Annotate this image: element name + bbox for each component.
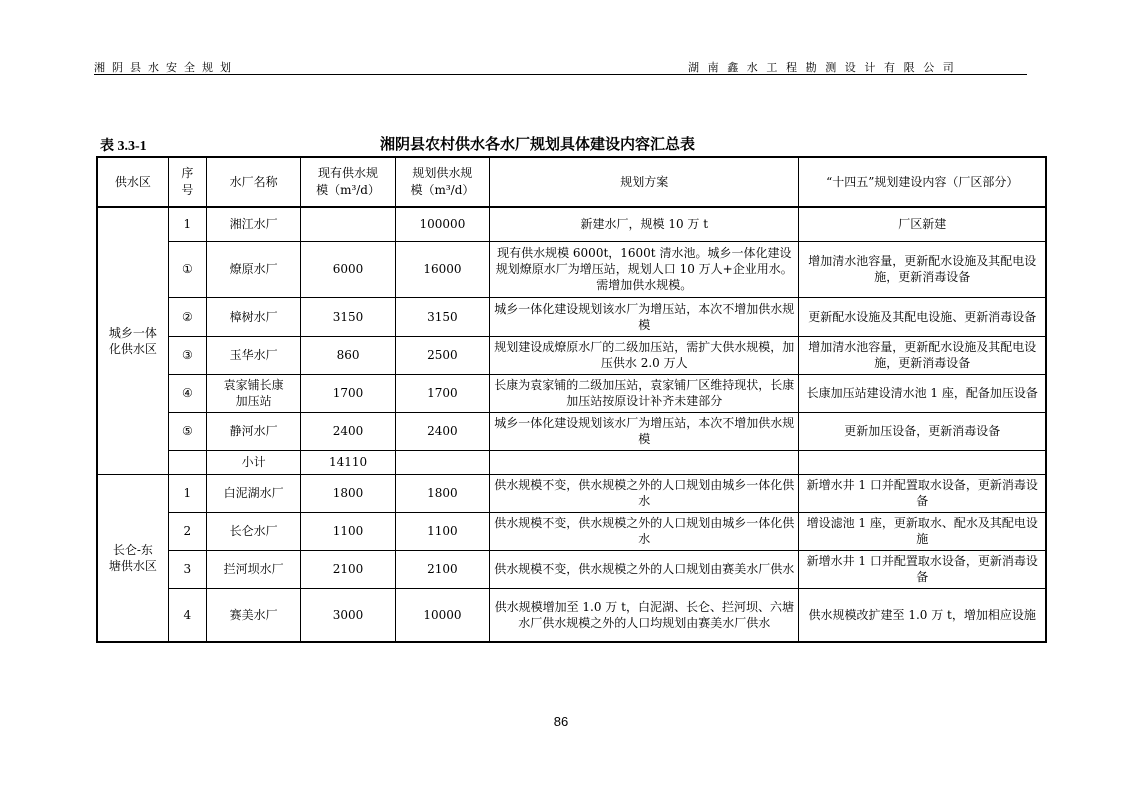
fyp-cell: 更新加压设备，更新消毒设备 — [799, 412, 1046, 450]
table-row — [97, 336, 1046, 374]
scheme-cell: 新建水厂，规模 10 万 t — [490, 207, 799, 241]
scheme-cell: 供水规模增加至 1.0 万 t，白泥湖、长仑、拦河坝、六塘水厂供水规模之外的人口均规划由赛美水厂供水 — [490, 588, 799, 642]
scheme-cell: 现有供水规模 6000t，1600t 清水池。城乡一体化建设规划燎原水厂为增压站，规划人口 10 万人+企业用水。需增加供水规模。 — [490, 241, 799, 297]
table-row — [97, 241, 1046, 297]
seq-cell: 3 — [168, 550, 206, 588]
fyp-cell: 新增水井 1 口并配置取水设备，更新消毒设备 — [799, 550, 1046, 588]
plant-cell: 静河水厂 — [206, 412, 300, 450]
col-header-planned: 规划供水规 模（m³/d） — [395, 157, 489, 207]
table-row — [97, 550, 1046, 588]
table-header-row — [97, 157, 1046, 207]
existing-cell: 860 — [301, 336, 395, 374]
plant-cell: 湘江水厂 — [206, 207, 300, 241]
planned-cell: 2400 — [395, 412, 489, 450]
existing-cell — [301, 207, 395, 241]
fyp-cell: 更新配水设施及其配电设施、更新消毒设备 — [799, 297, 1046, 336]
zone-cell: 长仑-东 塘供水区 — [97, 474, 168, 642]
seq-cell: ④ — [168, 374, 206, 412]
plant-cell: 白泥湖水厂 — [206, 474, 300, 512]
existing-cell: 2100 — [301, 550, 395, 588]
seq-cell: 1 — [168, 474, 206, 512]
col-header-existing: 现有供水规 模（m³/d） — [301, 157, 395, 207]
seq-cell: ① — [168, 241, 206, 297]
existing-cell: 6000 — [301, 241, 395, 297]
scheme-cell: 供水规模不变，供水规模之外的人口规划由城乡一体化供水 — [490, 512, 799, 550]
page-number: 86 — [553, 714, 569, 729]
fyp-cell: 增设滤池 1 座，更新取水、配水及其配电设施 — [799, 512, 1046, 550]
col-header-zone: 供水区 — [97, 157, 168, 207]
table-row — [97, 374, 1046, 412]
table-row — [97, 512, 1046, 550]
table-row — [97, 297, 1046, 336]
existing-cell: 3000 — [301, 588, 395, 642]
fyp-cell: 新增水井 1 口并配置取水设备，更新消毒设备 — [799, 474, 1046, 512]
existing-cell: 1700 — [301, 374, 395, 412]
table-row — [97, 588, 1046, 642]
seq-cell: ③ — [168, 336, 206, 374]
col-header-seq: 序 号 — [168, 157, 206, 207]
plant-cell: 赛美水厂 — [206, 588, 300, 642]
col-header-fyp: “十四五”规划建设内容（厂区部分） — [799, 157, 1046, 207]
header-divider — [94, 74, 1027, 75]
scheme-cell: 规划建设成燎原水厂的二级加压站，需扩大供水规模，加压供水 2.0 万人 — [490, 336, 799, 374]
planned-cell: 100000 — [395, 207, 489, 241]
plant-cell: 玉华水厂 — [206, 336, 300, 374]
existing-cell: 2400 — [301, 412, 395, 450]
water-plant-table — [96, 156, 1047, 643]
table-row — [97, 474, 1046, 512]
document-header-right: 湖南鑫水工程勘测设计有限公司 — [688, 61, 963, 74]
scheme-cell: 供水规模不变，供水规模之外的人口规划由赛美水厂供水 — [490, 550, 799, 588]
seq-cell: ⑤ — [168, 412, 206, 450]
planned-cell: 3150 — [395, 297, 489, 336]
subtotal-existing: 14110 — [301, 450, 395, 474]
existing-cell: 3150 — [301, 297, 395, 336]
scheme-cell: 供水规模不变，供水规模之外的人口规划由城乡一体化供水 — [490, 474, 799, 512]
table-number: 表 3.3-1 — [100, 139, 147, 154]
col-header-scheme: 规划方案 — [490, 157, 799, 207]
plant-cell: 樟树水厂 — [206, 297, 300, 336]
planned-cell: 10000 — [395, 588, 489, 642]
fyp-cell: 厂区新建 — [799, 207, 1046, 241]
seq-cell: 4 — [168, 588, 206, 642]
fyp-cell: 长康加压站建设清水池 1 座，配备加压设备 — [799, 374, 1046, 412]
scheme-cell: 长康为袁家铺的二级加压站，袁家铺厂区维持现状，长康加压站按原设计补齐未建部分 — [490, 374, 799, 412]
plant-cell: 长仑水厂 — [206, 512, 300, 550]
table-row — [97, 207, 1046, 241]
plant-cell: 燎原水厂 — [206, 241, 300, 297]
planned-cell: 2100 — [395, 550, 489, 588]
fyp-cell: 增加清水池容量，更新配水设施及其配电设施，更新消毒设备 — [799, 336, 1046, 374]
fyp-cell: 供水规模改扩建至 1.0 万 t，增加相应设施 — [799, 588, 1046, 642]
document-header-left: 湘阴县水安全规划 — [94, 61, 238, 74]
planned-cell: 1100 — [395, 512, 489, 550]
scheme-cell: 城乡一体化建设规划该水厂为增压站，本次不增加供水规模 — [490, 297, 799, 336]
seq-cell: 2 — [168, 512, 206, 550]
zone-cell: 城乡一体 化供水区 — [97, 207, 168, 474]
existing-cell: 1100 — [301, 512, 395, 550]
scheme-cell: 城乡一体化建设规划该水厂为增压站，本次不增加供水规模 — [490, 412, 799, 450]
subtotal-row — [97, 450, 1046, 474]
seq-cell: ② — [168, 297, 206, 336]
planned-cell: 2500 — [395, 336, 489, 374]
table-title: 湘阴县农村供水各水厂规划具体建设内容汇总表 — [380, 135, 696, 153]
table-row — [97, 412, 1046, 450]
fyp-cell: 增加清水池容量，更新配水设施及其配电设施，更新消毒设备 — [799, 241, 1046, 297]
planned-cell: 1700 — [395, 374, 489, 412]
subtotal-label: 小计 — [206, 450, 300, 474]
seq-cell: 1 — [168, 207, 206, 241]
col-header-plant: 水厂名称 — [206, 157, 300, 207]
planned-cell: 1800 — [395, 474, 489, 512]
planned-cell: 16000 — [395, 241, 489, 297]
plant-cell: 袁家铺长康 加压站 — [206, 374, 300, 412]
plant-cell: 拦河坝水厂 — [206, 550, 300, 588]
existing-cell: 1800 — [301, 474, 395, 512]
